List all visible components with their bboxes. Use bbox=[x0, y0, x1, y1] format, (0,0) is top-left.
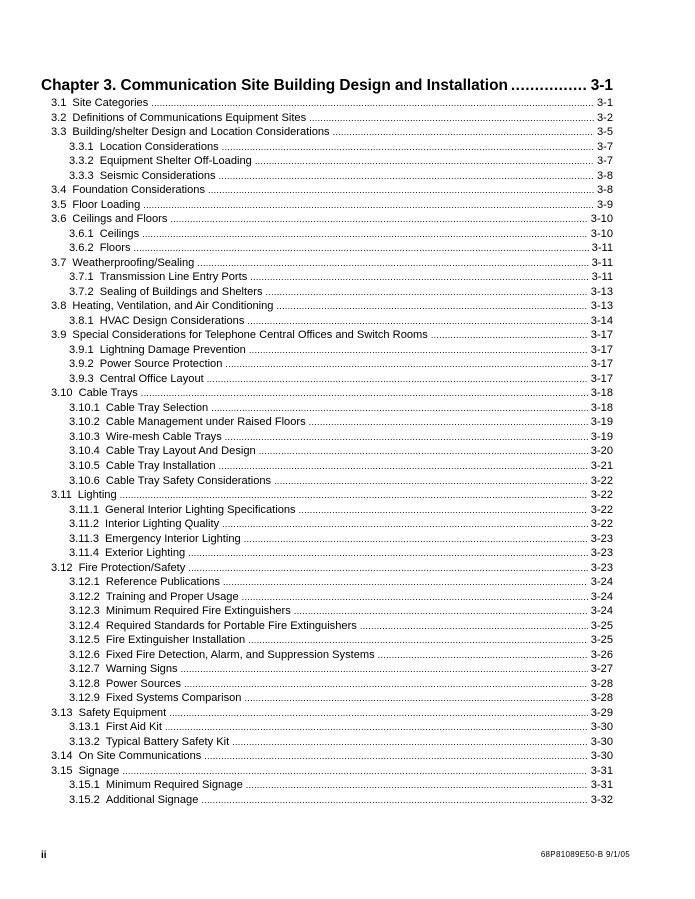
dot-leader bbox=[222, 517, 588, 532]
toc-entry-title: Building/shelter Design and Location Considerations bbox=[72, 126, 330, 139]
toc-entry-number: 3.12.2 bbox=[69, 590, 100, 603]
toc-entry-title: Lightning Damage Prevention bbox=[99, 343, 246, 356]
toc-entry-title: Minimum Required Signage bbox=[105, 779, 243, 792]
toc-entry-page: 3-17 bbox=[590, 358, 613, 371]
toc-entry[interactable] bbox=[69, 270, 613, 285]
dot-leader bbox=[378, 648, 588, 663]
toc-entry-title: Signage bbox=[78, 764, 120, 777]
toc-entry[interactable] bbox=[69, 662, 613, 677]
dot-leader bbox=[274, 474, 588, 489]
toc-entry-title: Reference Publications bbox=[105, 576, 220, 589]
toc-entry-page: 3-31 bbox=[590, 779, 613, 792]
toc-entry-title: Floor Loading bbox=[72, 198, 141, 211]
dot-leader bbox=[250, 270, 588, 285]
toc-entry-number: 3.6.2 bbox=[69, 242, 94, 255]
toc-entry-page: 3-11 bbox=[591, 271, 613, 284]
toc-entry-number: 3.8.1 bbox=[69, 314, 94, 327]
toc-entry[interactable] bbox=[69, 474, 613, 489]
toc-entry-title: Cable Management under Raised Floors bbox=[105, 416, 306, 429]
dot-leader bbox=[169, 706, 588, 721]
toc-entry-title: Foundation Considerations bbox=[72, 184, 206, 197]
toc-entry[interactable] bbox=[69, 633, 613, 648]
toc-entry-title: Floors bbox=[99, 242, 131, 255]
toc-entry-number: 3.11.3 bbox=[69, 532, 100, 545]
toc-entry-number: 3.12.3 bbox=[69, 605, 100, 618]
toc-entry-title: Minimum Required Fire Extinguishers bbox=[105, 605, 291, 618]
chapter-title: Chapter 3. Communication Site Building Design and Installation bbox=[41, 77, 508, 94]
dot-leader bbox=[225, 430, 588, 445]
toc-entry-title: Cable Tray Layout And Design bbox=[105, 445, 256, 458]
toc-entry-page: 3-22 bbox=[590, 474, 613, 487]
toc-entry[interactable] bbox=[51, 488, 613, 503]
toc-entry-page: 3-10 bbox=[590, 227, 613, 240]
toc-entry-title: Cable Tray Installation bbox=[105, 460, 216, 472]
dot-leader bbox=[219, 459, 588, 474]
toc-entry[interactable] bbox=[51, 299, 613, 314]
toc-entry-title: Warning Signs bbox=[105, 663, 178, 676]
toc-entry-title: Seismic Considerations bbox=[99, 169, 216, 182]
toc-entry-number: 3.12.5 bbox=[69, 634, 100, 647]
toc-entry-page: 3-28 bbox=[590, 677, 613, 690]
toc-entry-number: 3.12.9 bbox=[69, 692, 100, 705]
toc-entry-title: Ceilings and Floors bbox=[72, 213, 168, 226]
toc-entry[interactable] bbox=[69, 372, 613, 387]
toc-entry-page: 3-8 bbox=[596, 169, 613, 182]
toc-entry-number: 3.10.5 bbox=[69, 460, 100, 472]
toc-entry-page: 3-30 bbox=[590, 721, 613, 734]
toc-entry-number: 3.7 bbox=[51, 256, 67, 269]
toc-entry[interactable] bbox=[69, 343, 613, 358]
toc-entry[interactable] bbox=[69, 401, 613, 416]
toc-entry-page: 3-17 bbox=[590, 372, 613, 385]
toc-entry[interactable] bbox=[69, 532, 613, 547]
toc-entry-page: 3-19 bbox=[590, 416, 613, 429]
toc-entry[interactable] bbox=[69, 314, 613, 329]
toc-entry-title: Definitions of Communications Equipment Sites bbox=[72, 111, 307, 124]
toc-entry-number: 3.3.2 bbox=[69, 155, 94, 168]
toc-entry[interactable] bbox=[51, 125, 613, 140]
toc-entry[interactable] bbox=[51, 328, 613, 343]
toc-entry-number: 3.2 bbox=[51, 111, 67, 124]
toc-entry-number: 3.8 bbox=[51, 300, 67, 313]
toc-entry-title: Typical Battery Safety Kit bbox=[105, 735, 230, 748]
dot-leader bbox=[246, 778, 588, 793]
dot-leader bbox=[431, 328, 588, 343]
toc-entry-title: Equipment Shelter Off-Loading bbox=[99, 155, 252, 168]
toc-entry-number: 3.15.1 bbox=[69, 779, 100, 792]
toc-entry-page: 3-21 bbox=[590, 460, 613, 472]
toc-entry-number: 3.11.1 bbox=[69, 503, 100, 516]
toc-entry-page: 3-9 bbox=[596, 198, 613, 211]
toc-entry-title: General Interior Lighting Specifications bbox=[105, 503, 296, 516]
toc-entry[interactable] bbox=[51, 749, 613, 764]
toc-entry-page: 3-8 bbox=[596, 184, 613, 197]
dot-leader bbox=[197, 256, 588, 271]
toc-entry[interactable] bbox=[69, 604, 613, 619]
dot-leader bbox=[247, 314, 587, 329]
toc-entry-title: Safety Equipment bbox=[78, 706, 167, 719]
toc-entry[interactable] bbox=[51, 561, 613, 576]
toc-entry[interactable] bbox=[51, 111, 613, 126]
footer-page-number: ii bbox=[41, 850, 47, 861]
toc-entry-title: Lighting bbox=[77, 489, 117, 502]
toc-entry-page: 3-11 bbox=[591, 242, 613, 255]
toc-entry-number: 3.10.1 bbox=[69, 401, 100, 414]
toc-entry-page: 3-24 bbox=[590, 605, 613, 618]
toc-entry-page: 3-29 bbox=[590, 706, 613, 719]
dot-leader bbox=[294, 604, 588, 619]
toc-entry[interactable] bbox=[69, 590, 613, 605]
toc-entry[interactable] bbox=[69, 575, 613, 590]
toc-entry-page: 3-24 bbox=[590, 590, 613, 603]
toc-entry-title: Fixed Fire Detection, Alarm, and Suppression Systems bbox=[105, 648, 375, 661]
toc-entry-page: 3-17 bbox=[590, 329, 613, 342]
toc-entry-title: Cable Tray Safety Considerations bbox=[105, 474, 272, 487]
toc-entry[interactable] bbox=[69, 735, 613, 750]
toc-entry-number: 3.9 bbox=[51, 329, 67, 342]
toc-entry[interactable] bbox=[69, 691, 613, 706]
toc-entry[interactable] bbox=[51, 212, 613, 227]
dot-leader bbox=[208, 183, 594, 198]
toc-entry-title: Cable Trays bbox=[78, 387, 138, 400]
dot-leader bbox=[204, 749, 587, 764]
toc-entry-title: Cable Tray Selection bbox=[105, 401, 209, 414]
dot-leader bbox=[242, 590, 588, 605]
toc-entry[interactable] bbox=[69, 227, 613, 242]
toc-entry-number: 3.3.3 bbox=[69, 169, 94, 182]
toc-entry-title: Location Considerations bbox=[99, 140, 219, 153]
dot-leader bbox=[211, 401, 588, 416]
dot-leader bbox=[255, 154, 594, 169]
toc-entry[interactable] bbox=[69, 793, 613, 808]
toc-entry-number: 3.3.1 bbox=[69, 140, 94, 153]
dot-leader bbox=[333, 125, 594, 140]
toc-entry-page: 3-26 bbox=[590, 648, 613, 661]
toc-entry[interactable] bbox=[69, 778, 613, 793]
dot-leader bbox=[360, 619, 588, 634]
toc-entry-number: 3.13 bbox=[51, 706, 73, 719]
toc-entry-page: 3-25 bbox=[590, 619, 613, 632]
toc-entry-number: 3.6 bbox=[51, 213, 67, 226]
dot-leader bbox=[170, 212, 587, 227]
toc-entry-number: 3.12.4 bbox=[69, 619, 100, 632]
toc-entry-page: 3-25 bbox=[590, 634, 613, 647]
dot-leader bbox=[244, 691, 587, 706]
toc-entry-number: 3.6.1 bbox=[69, 227, 94, 240]
toc-entry[interactable] bbox=[69, 444, 613, 459]
toc-entry-number: 3.5 bbox=[51, 198, 67, 211]
dot-leader bbox=[225, 357, 587, 372]
toc-entry-title: Sealing of Buildings and Shelters bbox=[99, 285, 263, 298]
toc-entry-title: Heating, Ventilation, and Air Conditioning bbox=[72, 300, 274, 313]
toc-entry-number: 3.13.1 bbox=[69, 721, 100, 734]
toc-entry-page: 3-19 bbox=[590, 430, 613, 443]
dot-leader bbox=[141, 386, 588, 401]
toc-entry-title: Fire Protection/Safety bbox=[78, 561, 186, 574]
toc-entry-page: 3-22 bbox=[590, 503, 613, 516]
toc-entry-number: 3.12.7 bbox=[69, 663, 100, 676]
toc-entry-page: 3-13 bbox=[590, 285, 613, 298]
toc-entry-page: 3-7 bbox=[596, 140, 613, 153]
toc-entry-page: 3-23 bbox=[590, 561, 613, 574]
toc-entry[interactable] bbox=[51, 198, 613, 213]
toc-entry[interactable] bbox=[51, 256, 613, 271]
dot-leader bbox=[184, 677, 588, 692]
dot-leader bbox=[201, 793, 587, 808]
toc-entry-number: 3.9.3 bbox=[69, 372, 94, 385]
dot-leader bbox=[276, 299, 587, 314]
dot-leader bbox=[165, 720, 588, 735]
toc-entry-number: 3.4 bbox=[51, 184, 67, 197]
toc-entry[interactable] bbox=[69, 430, 613, 445]
toc-entry[interactable] bbox=[51, 386, 613, 401]
dot-leader bbox=[249, 343, 588, 358]
toc-entry-number: 3.12.1 bbox=[69, 576, 100, 589]
toc-entry[interactable] bbox=[51, 764, 613, 779]
toc-entry-number: 3.10 bbox=[51, 387, 73, 400]
toc-entry-title: Ceilings bbox=[99, 227, 140, 240]
dot-leader bbox=[309, 111, 594, 126]
toc-entry-page: 3-18 bbox=[590, 387, 613, 400]
toc-entry-number: 3.12 bbox=[51, 561, 73, 574]
dot-leader bbox=[207, 372, 588, 387]
toc-entry[interactable] bbox=[69, 648, 613, 663]
toc-entry[interactable] bbox=[69, 720, 613, 735]
toc-entry-number: 3.15.2 bbox=[69, 793, 100, 806]
toc-entry-title: Fixed Systems Comparison bbox=[105, 692, 242, 705]
toc-entry[interactable] bbox=[69, 517, 613, 532]
toc-entry[interactable] bbox=[69, 503, 613, 518]
toc-entry-page: 3-11 bbox=[591, 256, 613, 269]
toc-entry-title: HVAC Design Considerations bbox=[99, 314, 245, 327]
toc-entry-page: 3-17 bbox=[590, 343, 613, 356]
toc-entry[interactable] bbox=[69, 677, 613, 692]
toc-entry-title: Central Office Layout bbox=[99, 372, 204, 385]
toc-entry[interactable] bbox=[51, 706, 613, 721]
dot-leader bbox=[222, 140, 594, 155]
toc-entry-page: 3-20 bbox=[590, 445, 613, 458]
toc-entry-page: 3-23 bbox=[590, 547, 613, 560]
toc-entry-page: 3-22 bbox=[590, 518, 613, 531]
toc-entry-number: 3.10.4 bbox=[69, 445, 100, 458]
toc-entry[interactable] bbox=[69, 357, 613, 372]
toc-entry-title: Emergency Interior Lighting bbox=[105, 532, 241, 545]
toc-entry[interactable] bbox=[69, 619, 613, 634]
toc-entry-title: Site Categories bbox=[72, 97, 149, 109]
toc-entry[interactable] bbox=[69, 140, 613, 155]
toc-entry-number: 3.3 bbox=[51, 126, 67, 139]
toc-entry-title: Transmission Line Entry Ports bbox=[99, 271, 248, 284]
toc-entry-number: 3.11.2 bbox=[69, 518, 100, 531]
toc-entry-page: 3-22 bbox=[590, 489, 613, 502]
dot-leader bbox=[232, 735, 588, 750]
toc-entry-page: 3-31 bbox=[590, 764, 613, 777]
toc-entry-number: 3.11.4 bbox=[69, 547, 100, 560]
toc-entry-page: 3-7 bbox=[596, 155, 613, 168]
toc-entry-page: 3-10 bbox=[590, 213, 613, 226]
toc-entry[interactable] bbox=[69, 169, 613, 184]
toc-entry-title: Required Standards for Portable Fire Extinguishers bbox=[105, 619, 357, 632]
toc-entry-title: First Aid Kit bbox=[105, 721, 162, 734]
toc-entry-title: Additional Signage bbox=[105, 793, 199, 806]
toc-entry-title: Wire-mesh Cable Trays bbox=[105, 430, 222, 443]
dot-leader bbox=[511, 77, 588, 95]
dot-leader bbox=[266, 285, 588, 300]
dot-leader bbox=[223, 575, 588, 590]
toc-entry[interactable] bbox=[69, 285, 613, 300]
dot-leader bbox=[120, 488, 588, 503]
toc-entry-page: 3-30 bbox=[590, 735, 613, 748]
chapter-heading[interactable] bbox=[41, 77, 613, 95]
toc-entry-number: 3.10.3 bbox=[69, 430, 100, 443]
dot-leader bbox=[259, 444, 588, 459]
toc-entry-number: 3.10.6 bbox=[69, 474, 100, 487]
toc-entry-title: On Site Communications bbox=[78, 750, 202, 763]
toc-entry-number: 3.11 bbox=[51, 489, 72, 502]
dot-leader bbox=[188, 546, 588, 561]
toc-entry-page: 3-23 bbox=[590, 532, 613, 545]
dot-leader bbox=[309, 415, 588, 430]
toc-entry-page: 3-24 bbox=[590, 576, 613, 589]
toc-entry-title: Power Source Protection bbox=[99, 358, 223, 371]
toc-entry-number: 3.10.2 bbox=[69, 416, 100, 429]
dot-leader bbox=[188, 561, 588, 576]
dot-leader bbox=[142, 227, 588, 242]
footer-document-id: 68P81089E50-B 9/1/05 bbox=[540, 850, 630, 859]
toc-entry-title: Interior Lighting Quality bbox=[105, 518, 220, 531]
toc-entry-number: 3.12.8 bbox=[69, 677, 100, 690]
toc-entry-title: Weatherproofing/Sealing bbox=[72, 256, 195, 269]
dot-leader bbox=[219, 169, 594, 184]
toc-entry-number: 3.13.2 bbox=[69, 735, 100, 748]
toc-entry[interactable] bbox=[51, 183, 613, 198]
dot-leader bbox=[181, 662, 588, 677]
toc-entry-title: Exterior Lighting bbox=[105, 547, 186, 560]
toc-entry-title: Power Sources bbox=[105, 677, 182, 690]
toc-entry[interactable] bbox=[69, 415, 613, 430]
toc-entry-page: 3-13 bbox=[590, 300, 613, 313]
toc-entry-page: 3-32 bbox=[590, 793, 613, 806]
toc-entry[interactable] bbox=[69, 546, 613, 561]
toc-entry[interactable] bbox=[69, 459, 613, 474]
dot-leader bbox=[143, 198, 594, 213]
toc-entry-page: 3-18 bbox=[590, 401, 613, 414]
toc-entry-number: 3.9.1 bbox=[69, 343, 94, 356]
toc-entry-page: 3-28 bbox=[590, 692, 613, 705]
toc-entry-number: 3.9.2 bbox=[69, 358, 94, 371]
toc-entry-number: 3.12.6 bbox=[69, 648, 100, 661]
toc-entry-title: Special Considerations for Telephone Central Offices and Switch Rooms bbox=[72, 329, 428, 342]
toc-entry-number: 3.7.1 bbox=[69, 271, 94, 284]
dot-leader bbox=[122, 764, 587, 779]
toc-entry-title: Training and Proper Usage bbox=[105, 590, 239, 603]
toc-entry-page: 3-27 bbox=[590, 663, 613, 676]
toc-entry-page: 3-2 bbox=[596, 111, 613, 124]
toc-entry-page: 3-30 bbox=[590, 750, 613, 763]
dot-leader bbox=[299, 503, 588, 518]
toc-entry-number: 3.1 bbox=[51, 97, 67, 109]
toc-entry-number: 3.7.2 bbox=[69, 285, 94, 298]
toc-entry[interactable] bbox=[69, 241, 613, 256]
toc-entry-page: 3-14 bbox=[590, 314, 613, 327]
toc-entry-number: 3.14 bbox=[51, 750, 73, 763]
dot-leader bbox=[248, 633, 588, 648]
dot-leader bbox=[151, 96, 594, 111]
dot-leader bbox=[134, 241, 589, 256]
chapter-page-number: 3-1 bbox=[590, 77, 613, 94]
toc-entry-page: 3-5 bbox=[596, 126, 613, 139]
dot-leader bbox=[244, 532, 588, 547]
toc-entry-page: 3-1 bbox=[596, 97, 613, 109]
toc-entry-number: 3.15 bbox=[51, 764, 73, 777]
toc-entry-title: Fire Extinguisher Installation bbox=[105, 634, 246, 647]
toc-entry[interactable] bbox=[51, 96, 613, 111]
toc-entry[interactable] bbox=[69, 154, 613, 169]
